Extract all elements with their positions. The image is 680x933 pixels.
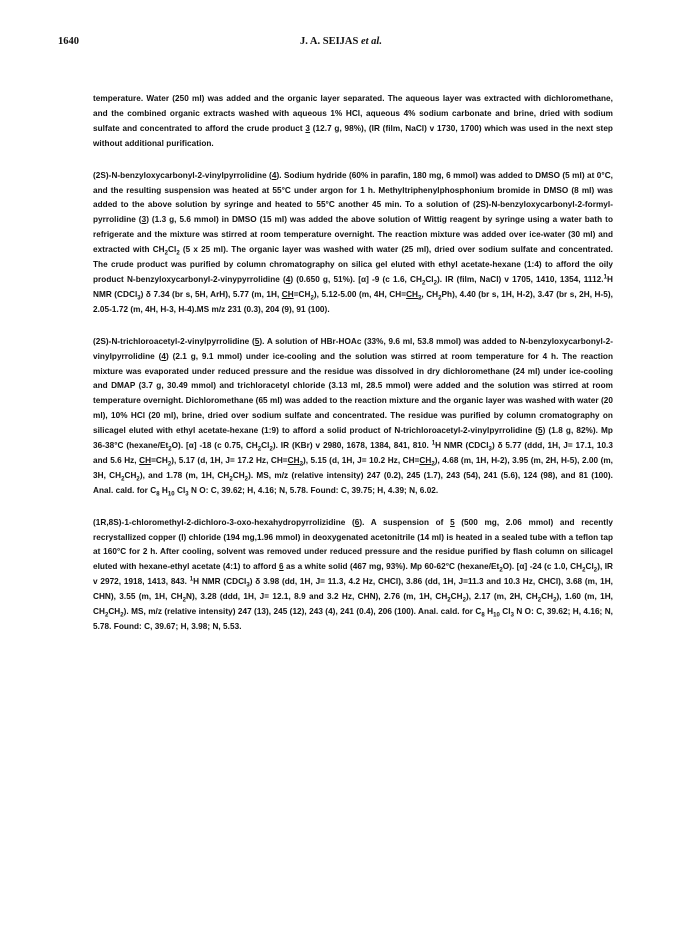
- paragraph-compound-6: (1R,8S)-1-chloromethyl-2-dichloro-3-oxo-hexahydropyrrolizidine (6). A suspension of 5 (500 mg, 2.06 mmol) and recently recrystallized copper (I) chloride (194 mg,1.96 mmol) in deoxygenated acetonitrile (14 ml) is heated in a sealed tube with a teflon tap at 160°C for 2 h. After cooling, solvent was removed under reduced pressure and the residue purified by flash column on silicagel eluted with hexane-ethyl acetate (4:1) to afford 6 as a white solid (467 mg, 93%). Mp 60-62°C $(hexane/Et_2O)$. [α] -24 (c 1.0, $CH_2Cl_2$), IR v 2972, 1918, 1413, 843. $^1$H NMR (CDCl$_3$) δ 3.98 (dd, 1H, J= 11.3, 4.2 Hz, CHCl), 3.86 (dd, 1H, J=11.3 and 10.3 Hz, CHCl), 3.68 (m, 1H, CHN), 3.55 (m, 1H, $CH_2N$), 3.28 (ddd, 1H, J= 12.1, 8.9 and 3.2 Hz, CHN), 2.76 (m, 1H, $CH_2CH_2$), 2.17 (m, 2H, $CH_2CH_2$), 1.60 (m, 1H, $CH_2CH_2$). MS, m/z (relative intensity) 247 (13), 245 (12), 243 (4), 241 (0.4), 206 (100). Anal. cald. for $C_8$ $H_{10}$ $Cl_3$ N O: C, 39.62; H, 4.16; N, 5.78. Found: C, 39.67; H, 3.98; N, 5.53.: [93, 517, 614, 631]
- paragraph-compound-4: (2S)-N-benzyloxycarbonyl-2-vinylpyrrolidine (4). Sodium hydride (60% in parafin, 180 mg, 6 mmol) was added to DMSO (5 ml) at 0°C, and the resulting suspension was heated at 55°C under argon for 1 h. Methyltriphenylphosphonium bromide in DMSO (8 ml) was added to the above solution by syringe and heated to 55°C another 45 min. To a solution of (2S)-N-benzyloxycarbonyl-2-formyl-pyrrolidine (3) (1.3 g, 5.6 mmol) in DMSO (15 ml) was added the above solution of Wittig reagent by syringe using a water bath to refrigerate and the mixture was stirred at room temperature overnight. The reaction mixture was added over ice-water (30 ml) and extracted with $CH_2Cl_2$ (5 x 25 ml). The organic layer was washed with water (25 ml), dried over sodium sulfate and concentrated. The crude product was purified by column chromatography on silica gel eluted with ethyl acetate-hexane (1:4) to afford the oily product N-benzyloxycarbonyl-2-vinypyrrolidine (4) (0.650 g, 51%). [α] -9 (c 1.6, $CH_2Cl_2$). IR (film, NaCl) v 1705, 1410, 1354, 1112.$^1$H NMR (CDCl$_3$) δ 7.34 (br s, 5H, ArH), 5.77 (m, 1H, $CH=CH_2$), 5.12-5.00 (m, 4H, $CH=CH_2$, $CH_2Ph$), 4.40 (br s, 1H, H-2), 3.47 (br s, 2H, H-5), 2.05-1.72 (m, 4H, H-3, H-4).MS m/z 231 (0.3), 204 (9), 91 (100).: [93, 170, 613, 314]
- running-head-et-al: et al.: [360, 36, 382, 47]
- running-head-authors: J. A. SEIJAS: [300, 36, 359, 47]
- paragraph-workup-product-3: temperature. Water (250 ml) was added and the organic layer separated. The aqueous layer was extracted with dichloromethane, and the combined organic extracts washed with aqueous 1% HCl, aqueous 4% sodium carbonate and brine, dried with sodium sulfate and concentrated to afford the crude product 3 (12.7 g, 98%), (IR (film, NaCl) v 1730, 1700) which was used in the next step without additional purification.: [93, 94, 613, 148]
- running-head: [300, 36, 382, 47]
- article-body: [93, 92, 613, 652]
- page-header: [58, 36, 610, 52]
- paragraph-compound-5: (2S)-N-trichloroacetyl-2-vinylpyrrolidine (5). A solution of HBr-HOAc (33%, 9.6 ml, 53.8 mmol) was added to N-benzyloxycarbonyl-2-vinylpyrrolidine (4) (2.1 g, 9.1 mmol) under ice-cooling and the solution was stirred at room temperature for 4 h. The reaction mixture was evaporated under reduced pressure and the residue was dissolved in dry dichloromethane (24 ml) under ice-cooling and DMAP (3.7 g, 30.49 mmol) and trichloracetyl chloride (3.13 ml, 28.5 mmol) were added and the solution was stirred at room temperature overnight. Dichloromethane (65 ml) was added to the reaction mixture and the organic layer was washed with water (20 ml), 10% HCl (20 ml), brine, dried over sodium sulfate and concentrated. The residue was purified by column cromatography on silicagel eluted with ethyl acetate-hexane (1:9) to afford a solid product of N-trichloroacetyl-2-vinylpyrrolidine (5) (1.8 g, 82%). Mp 36-38°C $(hexane/Et_2O)$. [α] -18 (c 0.75, $CH_2Cl_2$). IR (KBr) v 2980, 1678, 1384, 841, 810. $^1$H NMR (CDCl$_3$) δ 5.77 (ddd, 1H, J= 17.1, 10.3 and 5.6 Hz, $CH=CH_2$), 5.17 (d, 1H, J= 17.2 Hz, $CH=CH_2$), 5.15 (d, 1H, J= 10.2 Hz, $CH=CH_2$), 4.68 (m, 1H, H-2), 3.95 (m, 2H, H-5), 2.00 (m, 3H, $CH_2CH_2$), and 1.78 (m, 1H, $CH_2CH_2$). MS, m/z (relative intensity) 247 (0.2), 245 (1.7), 243 (54), 241 (5.6), 124 (98), and 81 (100). Anal. cald. for $C_8$ $H_{10}$ $Cl_3$ N O: C, 39.62; H, 4.16; N, 5.78. Found: C, 39.75; H, 4.39; N, 6.02.: [93, 336, 614, 498]
- page-number: 1640: [58, 36, 79, 47]
